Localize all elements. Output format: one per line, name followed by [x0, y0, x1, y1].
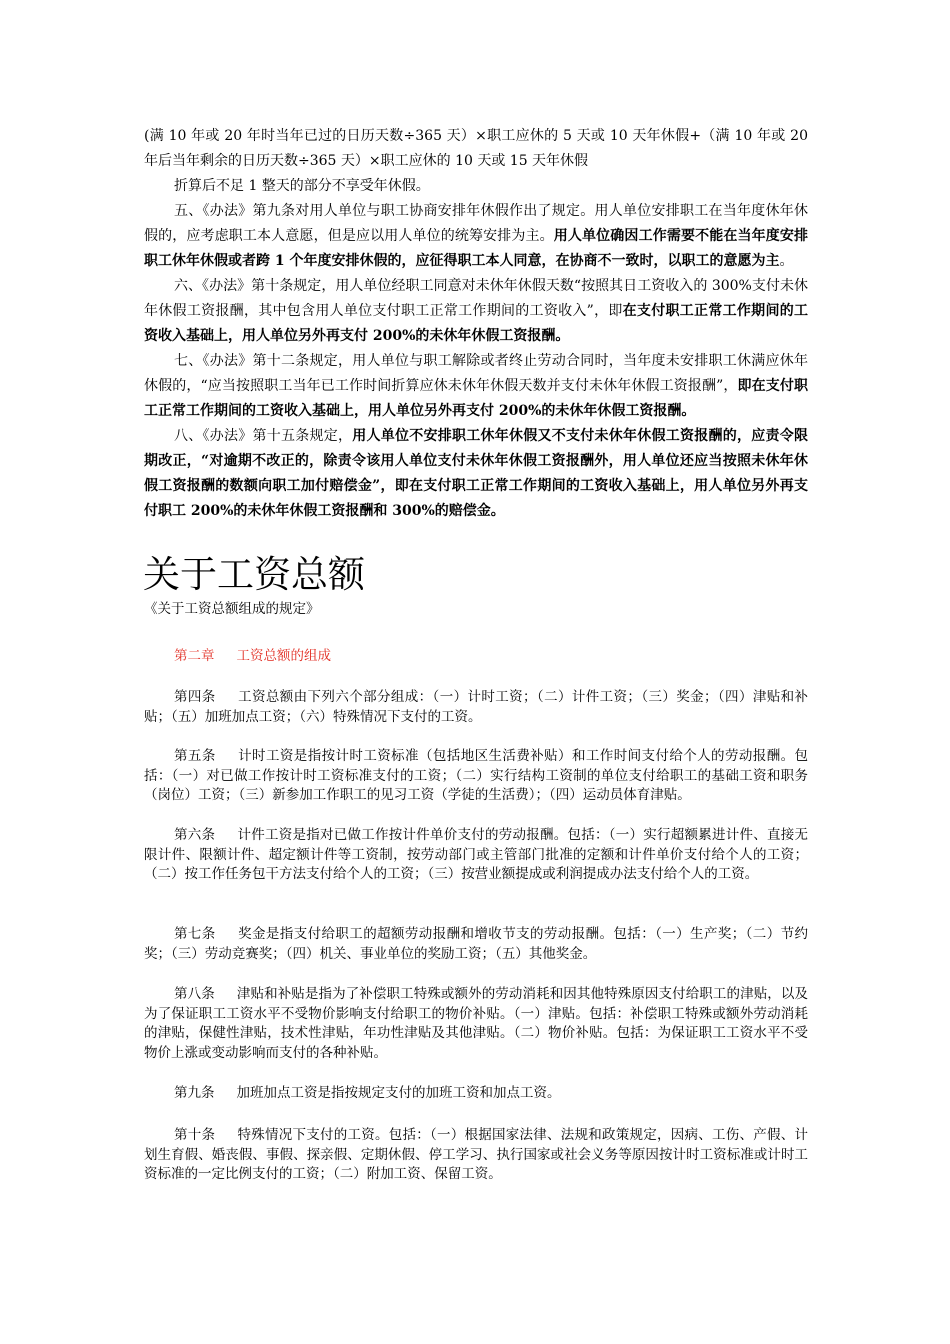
article-text: 津贴和补贴是指为了补偿职工特殊或额外的劳动消耗和因其他特殊原因支付给职工的津贴，以及为了保证职工工资水平不受物价影响支付给职工的物价补贴。（一）津贴。包括：补偿职工特殊或额外劳动消耗的津贴，保健性津贴，技术性津贴，年功性津贴及其他津贴。（二）物价补贴。包括：为保证职工工资水平不受物价上涨或变动影响而支付的各种补贴。 — [144, 986, 809, 1061]
article-10 — [144, 1126, 808, 1185]
rounding-text: 折算后不足 1 整天的部分不享受年休假。 — [174, 178, 430, 194]
article-9 — [144, 1084, 808, 1104]
item-five-text: 五、《办法》第九条对用人单位与职工协商安排年休假作出了规定。用人单位安排职工在当年度休年休假的，应考虑职工本人意愿，但是应以用人单位的统筹安排为主。 — [144, 203, 808, 244]
article-number: 第四条 — [174, 689, 216, 705]
item-five-paragraph — [144, 199, 808, 274]
article-8 — [144, 985, 808, 1063]
article-6 — [144, 826, 808, 885]
chapter-number: 第二章 — [174, 648, 215, 664]
chapter-title: 工资总额的组成 — [236, 648, 331, 664]
article-number: 第五条 — [174, 748, 216, 764]
item-eight-paragraph — [144, 424, 808, 524]
article-5 — [144, 747, 808, 806]
article-text: 工资总额由下列六个部分组成：（一）计时工资；（二）计件工资；（三）奖金；（四）津贴和补贴；（五）加班加点工资；（六）特殊情况下支付的工资。 — [144, 689, 809, 725]
article-number: 第七条 — [174, 926, 216, 942]
item-six-text: 六、《办法》第十条规定，用人单位经职工同意对未休年休假天数“按照其日工资收入的 300%支付未休年休假工资报酬，其中包含用人单位支付职工正常工作期间的工资收入”，即 — [144, 278, 808, 319]
article-4 — [144, 688, 808, 727]
chapter-heading — [174, 646, 331, 666]
article-number: 第十条 — [174, 1127, 216, 1143]
item-six-paragraph — [144, 274, 808, 349]
item-six-emphasis: 在支付职工正常工作期间的工资收入基础上，用人单位另外再支付 200%的未休年休假工资报酬。 — [144, 303, 809, 344]
item-eight-emphasis: 用人单位不安排职工休年休假又不支付未休年休假工资报酬的，应责令限期改正，“对逾期不改正的，除责令该用人单位支付未休年休假工资报酬外，用人单位还应当按照未休年休假工资报酬的数额向职工加付赔偿金”，即在支付职工正常工作期间的工资收入基础上，用人单位另外再支付职工 200%的未休年休假工资报酬和 300%的赔偿金。 — [144, 428, 808, 519]
item-seven-text: 七、《办法》第十二条规定，用人单位与职工解除或者终止劳动合同时，当年度未安排职工休满应休年休假的，“应当按照职工当年已工作时间折算应休未休年休假天数并支付未休年休假工资报酬”， — [144, 353, 808, 394]
article-text: 奖金是指支付给职工的超额劳动报酬和增收节支的劳动报酬。包括：（一）生产奖；（二）节约奖；（三）劳动竞赛奖；（四）机关、事业单位的奖励工资；（五）其他奖金。 — [144, 926, 809, 962]
article-7 — [144, 925, 808, 964]
item-seven-paragraph — [144, 349, 808, 424]
article-number: 第六条 — [174, 827, 216, 843]
article-number: 第八条 — [174, 986, 215, 1002]
article-text: 特殊情况下支付的工资。包括：（一）根据国家法律、法规和政策规定，因病、工伤、产假、计划生育假、婚丧假、事假、探亲假、定期休假、停工学习、执行国家或社会义务等原因按计时工资标准或计时工资标准的一定比例支付的工资；（二）附加工资、保留工资。 — [144, 1127, 808, 1183]
rounding-paragraph — [144, 174, 808, 199]
page-title: 关于工资总额 — [143, 553, 365, 596]
formula-paragraph — [144, 124, 808, 174]
article-text: 计件工资是指对已做工作按计件单价支付的劳动报酬。包括：（一）实行超额累进计件、直接无限计件、限额计件、超定额计件等工资制，按劳动部门或主管部门批准的定额和计件单价支付给个人的工资；（二）按工作任务包干方法支付给个人的工资；（三）按营业额提成或利润提成办法支付给个人的工资。 — [144, 827, 808, 883]
regulation-subtitle: 《关于工资总额组成的规定》 — [144, 601, 320, 617]
article-number: 第九条 — [174, 1085, 215, 1101]
item-seven-emphasis: 即在支付职工正常工作期间的工资收入基础上，用人单位另外再支付 200%的未休年休假工资报酬。 — [144, 378, 808, 419]
article-text: 计时工资是指按计时工资标准（包括地区生活费补贴）和工作时间支付给个人的劳动报酬。包括：（一）对已做工作按计时工资标准支付的工资；（二）实行结构工资制的单位支付给职工的基础工资和职务（岗位）工资；（三）新参加工作职工的见习工资（学徒的生活费）；（四）运动员体育津贴。 — [144, 748, 809, 804]
item-eight-text: 八、《办法》第十五条规定， — [174, 428, 353, 444]
item-five-tail: 。 — [779, 253, 794, 269]
article-text: 加班加点工资是指按规定支付的加班工资和加点工资。 — [236, 1085, 561, 1101]
annual-leave-section — [144, 124, 808, 524]
item-five-emphasis: 用人单位确因工作需要不能在当年度安排职工休年休假或者跨 1 个年度安排休假的，应征得职工本人同意，在协商不一致时，以职工的意愿为主 — [144, 228, 808, 269]
formula-text: (满 10 年或 20 年时当年已过的日历天数÷365 天）×职工应休的 5 天或 10 天年休假+（满 10 年或 20 年后当年剩余的日历天数÷365 天）×职工应休的 10 天或 15 天年休假 — [144, 128, 808, 169]
